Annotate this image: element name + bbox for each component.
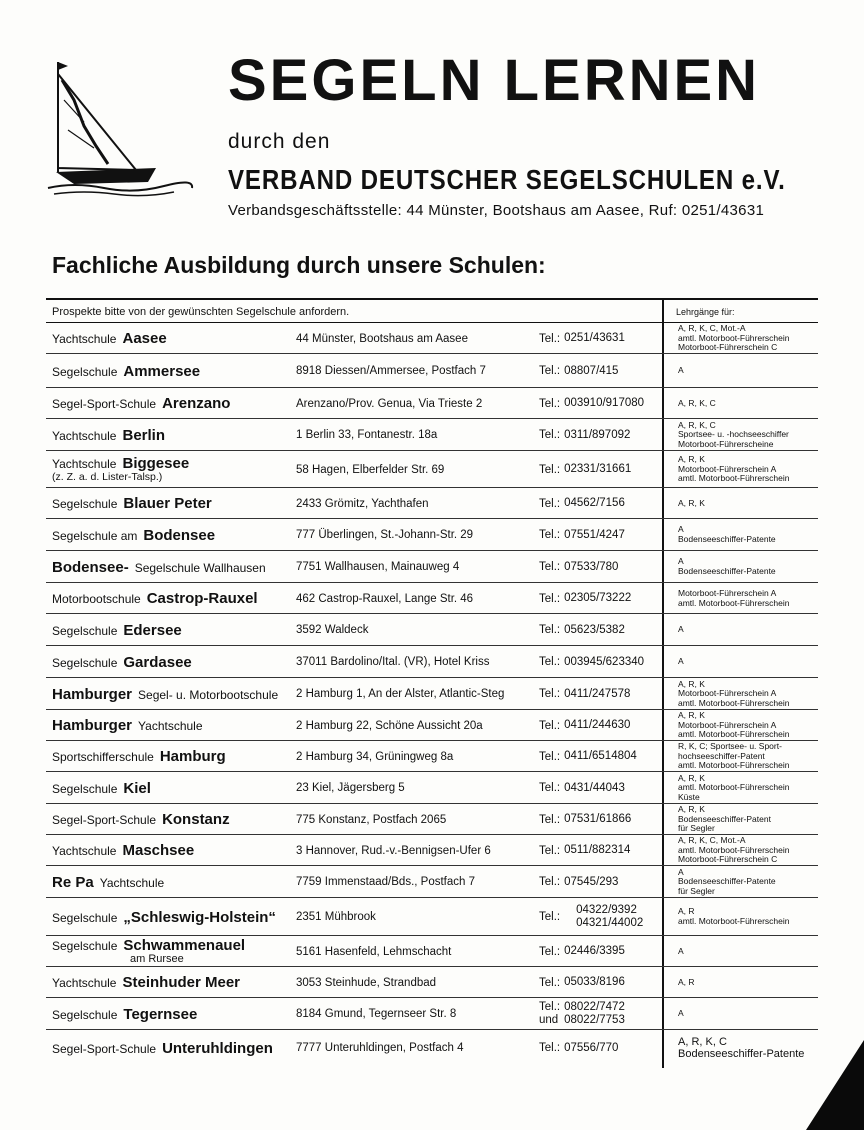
school-type: Segelschule [52, 939, 118, 954]
tel-number: 07545/293 [564, 875, 619, 888]
courses-cell [678, 551, 818, 583]
table-row [46, 835, 818, 866]
school-type: Segelschule Wallhausen [134, 560, 266, 575]
school-cell [52, 710, 296, 741]
school-cell [52, 451, 296, 488]
tel-label: Tel.: [539, 365, 561, 377]
courses-cell [678, 451, 818, 488]
tel-number: 04321/44002 [576, 917, 644, 929]
school-type: Segelschule [52, 655, 118, 670]
courses-cell [678, 967, 818, 998]
school-name: Maschsee [122, 842, 195, 859]
courses-cell [678, 1030, 818, 1066]
course-line: amtl. Motorboot-Führerschein [678, 697, 790, 708]
school-cell [52, 898, 296, 936]
course-line: A [678, 1008, 684, 1019]
school-phone [539, 519, 664, 551]
courses-cell [678, 772, 818, 804]
courses-cell [678, 835, 818, 866]
tel-label: Tel.: [539, 497, 561, 510]
table-row [46, 519, 818, 551]
school-type: Segel- u. Motorbootschule [138, 687, 279, 702]
course-line: A [678, 624, 684, 635]
school-name: Re Pa [52, 873, 94, 891]
tel-label: Tel.: [539, 656, 561, 668]
courses-column-label: Lehrgänge für: [676, 307, 735, 317]
school-address: 1 Berlin 33, Fontanestr. 18a [296, 429, 438, 441]
course-line: Bodenseeschiffer-Patente [678, 876, 776, 887]
school-name: Tegernsee [123, 1005, 198, 1023]
table-row [46, 936, 818, 967]
course-line: Bodenseeschiffer-Patente [678, 566, 776, 576]
tel-number: 0251/43631 [564, 332, 625, 345]
section-heading: Fachliche Ausbildung durch unsere Schulen: [52, 252, 546, 278]
school-phone [539, 936, 664, 967]
course-line: A [678, 866, 684, 877]
tel-number: 04322/9392 [576, 904, 637, 917]
school-cell [52, 519, 296, 551]
school-address: 462 Castrop-Rauxel, Lange Str. 46 [296, 592, 474, 605]
table-row [46, 898, 818, 936]
school-address: 3 Hannover, Rud.-v.-Bennigsen-Ufer 6 [296, 844, 491, 857]
tel-number: 0411/6514804 [564, 750, 637, 763]
school-cell [52, 488, 296, 519]
school-phone [539, 772, 664, 804]
course-line: amtl. Motorboot-Führerschein [678, 782, 790, 793]
school-name: Schwammenauel [123, 937, 246, 955]
school-type: Segelschule [52, 781, 118, 796]
school-name: Steinhuder Meer [122, 974, 241, 991]
tel-joiner: und [539, 1014, 559, 1026]
school-cell [52, 646, 296, 678]
school-address: 44 Münster, Bootshaus am Aasee [296, 332, 468, 345]
tel-label: Tel.: [539, 1042, 561, 1054]
school-type: Yachtschule [52, 844, 117, 858]
school-address: 775 Konstanz, Postfach 2065 [296, 813, 447, 826]
course-line: A, R, K [678, 772, 705, 783]
tel-number: 003910/917080 [564, 397, 645, 410]
tel-number: 07531/61866 [564, 813, 632, 826]
school-address: Arenzano/Prov. Genua, Via Trieste 2 [296, 397, 483, 410]
tel-label: Tel.: [539, 813, 561, 826]
school-name: Hamburg [159, 748, 226, 765]
subtitle: durch den [228, 130, 331, 153]
tel-label: Tel.: [539, 688, 561, 700]
school-cell [52, 1030, 296, 1066]
school-phone [539, 614, 664, 646]
courses-cell [678, 741, 818, 772]
school-phone [539, 866, 664, 898]
school-phone [539, 741, 664, 772]
course-line: A, R, K, C [678, 1035, 727, 1048]
school-cell [52, 354, 296, 388]
course-line: A, R, K [678, 454, 705, 465]
table-intro: Prospekte bitte von der gewünschten Segelschule anfordern. [52, 306, 350, 318]
table-row [46, 488, 818, 519]
course-line: A, R [678, 906, 695, 917]
tel-label: Tel.: [539, 332, 561, 345]
scan-edge-shadow [806, 1040, 864, 1130]
table-row [46, 1030, 818, 1066]
tel-number: 05623/5382 [564, 623, 625, 636]
courses-cell [678, 519, 818, 551]
school-name: Edersee [123, 621, 182, 639]
school-address: 2433 Grömitz, Yachthafen [296, 497, 429, 510]
sailboat-logo-icon [44, 60, 194, 200]
courses-cell [678, 614, 818, 646]
school-address: 23 Kiel, Jägersberg 5 [296, 782, 405, 794]
school-address: 58 Hagen, Elberfelder Str. 69 [296, 463, 445, 476]
school-name: Unteruhldingen [162, 1039, 273, 1057]
school-type: Yachtschule [52, 332, 117, 346]
school-address: 3053 Steinhude, Strandbad [296, 976, 437, 989]
school-address: 7751 Wallhausen, Mainauweg 4 [296, 561, 460, 573]
tel-number: 0511/882314 [564, 844, 631, 857]
school-cell [52, 804, 296, 835]
table-row [46, 419, 818, 451]
school-phone [539, 451, 664, 488]
school-phone [539, 354, 664, 388]
tel-number: 08022/7753 [564, 1014, 625, 1026]
course-line: A, R, K [678, 710, 705, 721]
table-row [46, 614, 818, 646]
school-type: Segelschule am [52, 528, 138, 543]
tel-label: Tel.: [539, 750, 561, 763]
school-type: Yachtschule [52, 428, 117, 443]
school-type: Segel-Sport-Schule [52, 397, 157, 411]
school-cell [52, 388, 296, 419]
course-line: Bodenseeschiffer-Patente [678, 1048, 805, 1060]
courses-cell [678, 936, 818, 967]
table-row [46, 583, 818, 614]
school-phone [539, 967, 664, 998]
tel-number: 08022/7472 [564, 1001, 625, 1014]
school-phone [539, 678, 664, 710]
school-address: 2 Hamburg 1, An der Alster, Atlantic-Steg [296, 688, 505, 700]
tel-number: 0311/897092 [564, 428, 631, 441]
course-line: Motorboot-Führerschein A [678, 719, 777, 730]
organization-name: VERBAND DEUTSCHER SEGELSCHULEN e.V. [228, 164, 786, 195]
tel-number: 08807/415 [564, 364, 619, 377]
tel-label: Tel.: [539, 624, 561, 636]
courses-cell [678, 354, 818, 388]
organization-address: Verbandsgeschäftsstelle: 44 Münster, Bootshaus am Aasee, Ruf: 0251/43631 [228, 202, 765, 219]
school-name: Hamburger [52, 717, 133, 734]
school-phone [539, 388, 664, 419]
school-cell [52, 551, 296, 583]
table-row [46, 804, 818, 835]
school-address: 2351 Mühbrook [296, 911, 376, 923]
course-line: A, R, K [678, 804, 705, 815]
tel-label: Tel.: [539, 876, 561, 888]
tel-label: Tel.: [539, 719, 561, 732]
school-type: Yachtschule [52, 976, 117, 990]
table-row [46, 646, 818, 678]
school-cell [52, 936, 296, 967]
table-row [46, 741, 818, 772]
table-row [46, 678, 818, 710]
school-phone [539, 710, 664, 741]
school-name: Blauer Peter [123, 495, 212, 512]
tel-number: 0411/244630 [564, 719, 631, 732]
tel-label: Tel.: [539, 1001, 561, 1014]
school-type: Yachtschule [138, 719, 203, 733]
course-line: amtl. Motorboot-Führerschein [678, 597, 790, 608]
tel-label: Tel.: [539, 429, 561, 441]
table-row [46, 772, 818, 804]
school-type: Segelschule [52, 910, 118, 925]
school-note: (z. Z. a. d. Lister-Talsp.) [52, 471, 163, 484]
school-type: Yachtschule [52, 457, 117, 472]
school-phone [539, 488, 664, 519]
school-name: Hamburger [52, 685, 133, 703]
school-cell [52, 835, 296, 866]
course-line: Küste [678, 791, 700, 802]
tel-number: 07551/4247 [564, 528, 625, 541]
courses-cell [678, 419, 818, 451]
course-line: Motorboot-Führerschein C [678, 342, 778, 353]
school-cell [52, 998, 296, 1030]
tel-number: 0431/44043 [564, 781, 625, 794]
table-row [46, 388, 818, 419]
school-type: Yachtschule [99, 875, 165, 890]
page-title: SEGELN LERNEN [228, 48, 761, 113]
school-address: 2 Hamburg 22, Schöne Aussicht 20a [296, 719, 483, 732]
school-phone [539, 835, 664, 866]
school-name: Ammersee [123, 362, 201, 380]
school-cell [52, 323, 296, 354]
school-address: 8918 Diessen/Ammersee, Postfach 7 [296, 365, 486, 377]
table-row [46, 354, 818, 388]
table-row [46, 967, 818, 998]
tel-number: 02446/3395 [564, 945, 625, 958]
school-type: Segelschule [52, 623, 118, 638]
course-line: Motorboot-Führerscheine [678, 438, 774, 449]
courses-cell [678, 866, 818, 898]
school-cell [52, 866, 296, 898]
courses-cell [678, 583, 818, 614]
course-line: Bodenseeschiffer-Patente [678, 534, 776, 544]
school-cell [52, 967, 296, 998]
tel-number: 003945/623340 [564, 655, 645, 668]
tel-label: Tel.: [539, 911, 561, 923]
tel-label: Tel.: [539, 945, 561, 958]
courses-cell [678, 898, 818, 936]
school-name: Castrop-Rauxel [146, 590, 258, 607]
course-line: Motorboot-Führerschein C [678, 854, 778, 865]
tel-label: Tel.: [539, 782, 561, 794]
school-name: Bodensee [143, 526, 216, 544]
school-phone [539, 419, 664, 451]
school-name: „Schleswig-Holstein“ [123, 908, 276, 926]
course-line: hochseeschiffer-Patent [678, 750, 765, 761]
course-line: Sportsee- u. -hochseeschiffer [678, 429, 789, 440]
school-cell [52, 772, 296, 804]
course-line: A, R, K, C, Mot.-A [678, 835, 746, 846]
school-type: Segelschule [52, 1007, 118, 1022]
courses-cell [678, 678, 818, 710]
courses-cell [678, 804, 818, 835]
school-name: Konstanz [162, 811, 230, 828]
school-name: Biggesee [122, 455, 190, 473]
table-row [46, 866, 818, 898]
courses-cell [678, 998, 818, 1030]
course-line: A [678, 945, 684, 956]
school-phone [539, 998, 664, 1030]
tel-number: 07556/770 [564, 1041, 619, 1054]
course-line: A [678, 556, 684, 567]
school-cell [52, 419, 296, 451]
course-line: für Segler [678, 885, 715, 896]
school-address: 7759 Immenstaad/Bds., Postfach 7 [296, 876, 475, 888]
courses-cell [678, 388, 818, 419]
school-phone [539, 898, 664, 936]
school-cell [52, 583, 296, 614]
table-row [46, 323, 818, 354]
school-type: Sportschifferschule [52, 750, 154, 764]
course-line: amtl. Motorboot-Führerschein [678, 844, 790, 855]
school-name: Kiel [123, 779, 151, 797]
school-phone [539, 323, 664, 354]
school-phone [539, 583, 664, 614]
course-line: für Segler [678, 823, 715, 834]
course-line: A [678, 524, 684, 535]
courses-cell [678, 488, 818, 519]
tel-label: Tel.: [539, 592, 561, 605]
tel-number: 05033/8196 [564, 976, 625, 989]
course-line: amtl. Motorboot-Führerschein [678, 916, 790, 926]
courses-cell [678, 646, 818, 678]
school-address: 5161 Hasenfeld, Lehmschacht [296, 945, 452, 958]
table-row [46, 710, 818, 741]
course-line: amtl. Motorboot-Führerschein [678, 332, 790, 343]
tel-number: 02305/73222 [564, 592, 632, 605]
school-address: 8184 Gmund, Tegernseer Str. 8 [296, 1008, 457, 1020]
school-type: Segel-Sport-Schule [52, 1041, 157, 1056]
tel-label: Tel.: [539, 844, 561, 857]
course-line: Motorboot-Führerschein A [678, 587, 777, 598]
school-type: Motorbootschule [52, 592, 141, 606]
school-address: 37011 Bardolino/Ital. (VR), Hotel Kriss [296, 656, 490, 668]
school-cell [52, 741, 296, 772]
course-line: A, R, K [678, 678, 705, 689]
tel-label: Tel.: [539, 463, 561, 476]
school-phone [539, 1030, 664, 1066]
school-address: 777 Überlingen, St.-Johann-Str. 29 [296, 529, 474, 541]
school-type: Segel-Sport-Schule [52, 813, 157, 827]
course-line: Motorboot-Führerschein A [678, 463, 777, 474]
table-row [46, 998, 818, 1030]
tel-label: Tel.: [539, 529, 561, 541]
school-type: Segelschule [52, 497, 118, 511]
tel-number: 07533/780 [564, 560, 619, 573]
course-line: amtl. Motorboot-Führerschein [678, 729, 790, 740]
course-line: A, R, K [678, 497, 705, 508]
course-line: A, R, K, C, Mot.-A [678, 323, 746, 334]
table-top-rule [46, 298, 818, 300]
course-line: Bodenseeschiffer-Patent [678, 813, 771, 824]
school-address: 7777 Unteruhldingen, Postfach 4 [296, 1042, 464, 1054]
tel-number: 04562/7156 [564, 497, 625, 510]
school-type: Segelschule [52, 364, 118, 379]
school-name: Aasee [122, 330, 167, 347]
school-phone [539, 646, 664, 678]
tel-label: Tel.: [539, 976, 561, 989]
table-row [46, 551, 818, 583]
course-line: A, R, K, C [678, 419, 716, 430]
courses-cell [678, 710, 818, 741]
course-line: A [678, 365, 684, 376]
course-line: A [678, 656, 684, 667]
school-phone [539, 551, 664, 583]
course-line: Motorboot-Führerschein A [678, 688, 777, 699]
school-cell [52, 614, 296, 646]
course-line: A, R [678, 976, 695, 987]
courses-cell [678, 323, 818, 354]
tel-number: 0411/247578 [564, 687, 631, 700]
course-line: A, R, K, C [678, 397, 716, 408]
course-line: R, K, C; Sportsee- u. Sport- [678, 741, 782, 752]
school-name: Arenzano [162, 395, 231, 412]
school-phone [539, 804, 664, 835]
table-row [46, 451, 818, 488]
school-name: Berlin [122, 426, 165, 444]
school-address: 3592 Waldeck [296, 624, 369, 636]
school-cell [52, 678, 296, 710]
tel-label: Tel.: [539, 561, 561, 573]
tel-number: 02331/31661 [564, 463, 632, 476]
course-line: amtl. Motorboot-Führerschein [678, 760, 790, 771]
tel-label: Tel.: [539, 397, 561, 410]
school-name: Gardasee [123, 653, 192, 671]
school-address: 2 Hamburg 34, Grüningweg 8a [296, 750, 454, 763]
school-note: am Rursee [130, 953, 184, 966]
course-line: amtl. Motorboot-Führerschein [678, 473, 790, 484]
school-name: Bodensee- [52, 558, 129, 576]
